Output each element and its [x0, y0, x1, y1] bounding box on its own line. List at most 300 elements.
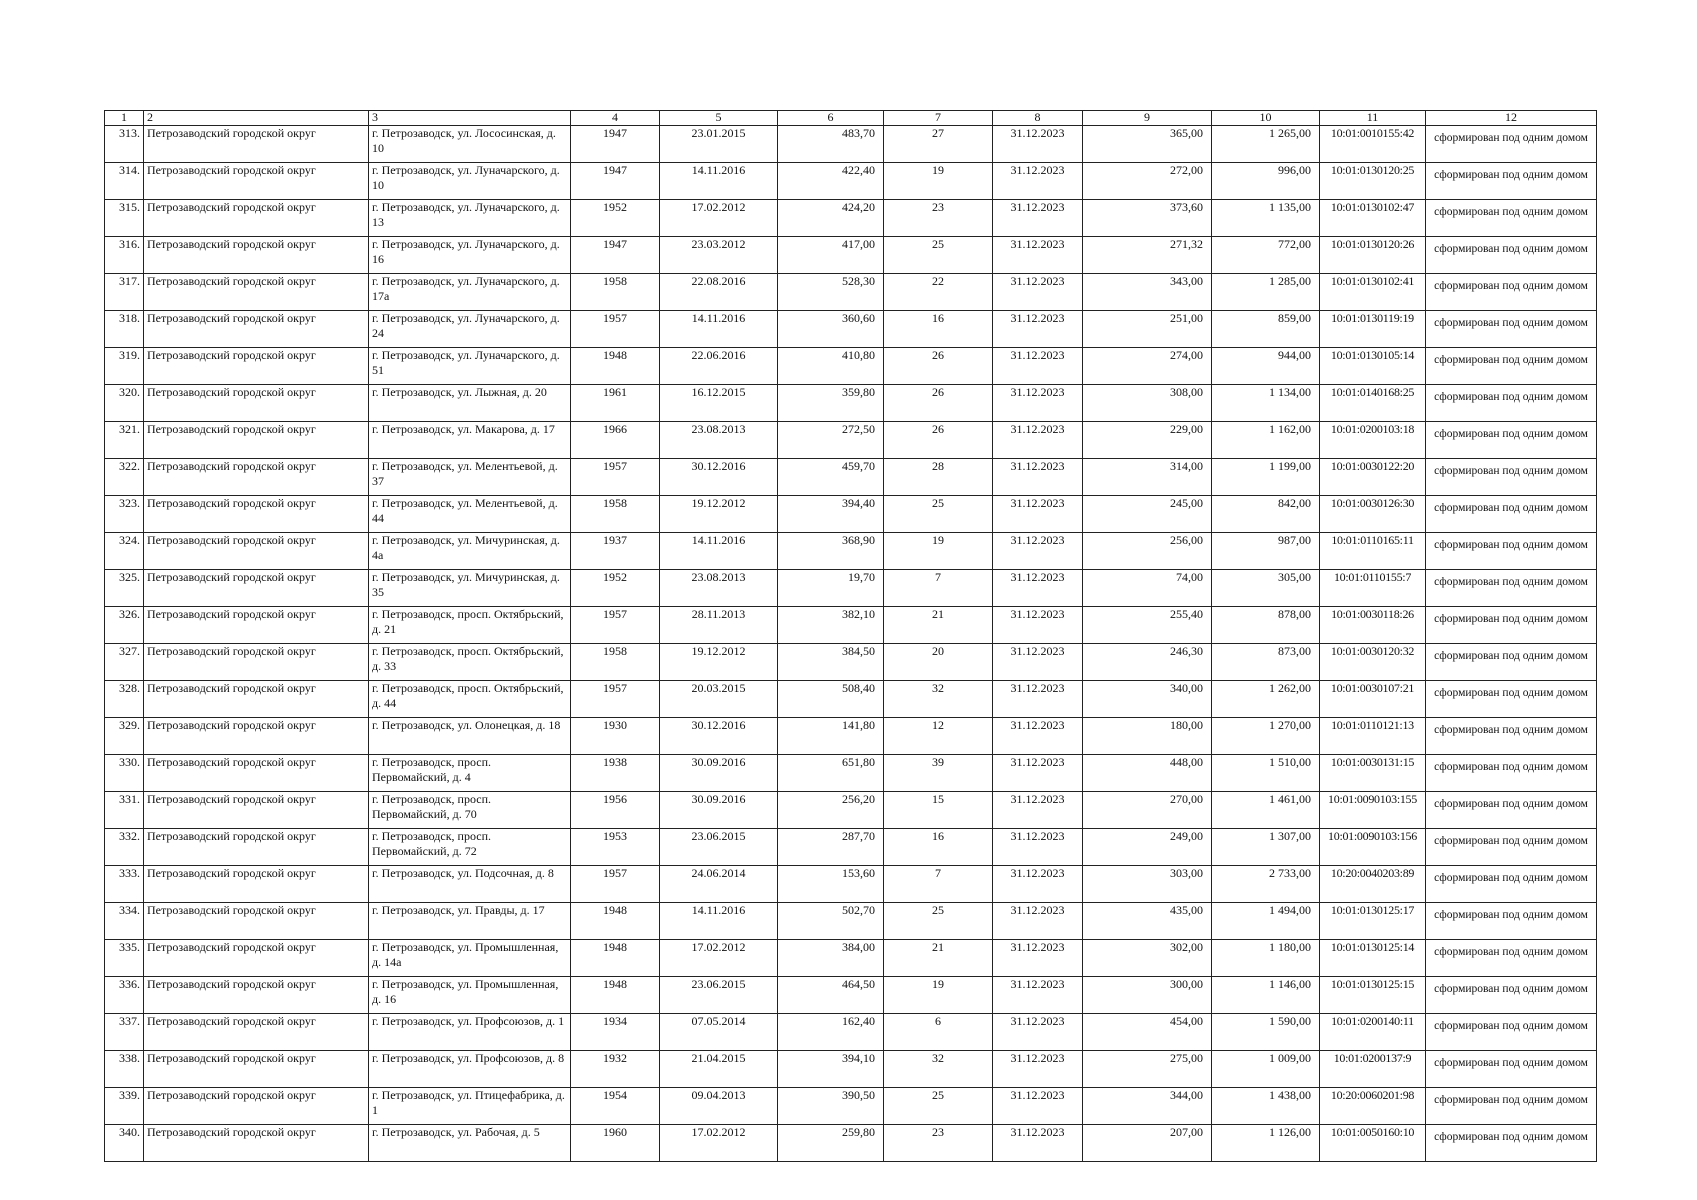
area-cell: 651,80 — [778, 755, 884, 792]
address-cell: г. Петрозаводск, ул. Луначарского, д. 16 — [369, 237, 571, 274]
col-header-7: 7 — [884, 111, 993, 126]
table-row — [105, 755, 1597, 792]
residents-cell: 32 — [884, 1051, 993, 1088]
row-number: 319. — [105, 348, 144, 385]
note-cell: сформирован под одним домом — [1426, 644, 1597, 681]
year-cell: 1957 — [571, 681, 660, 718]
year-cell: 1958 — [571, 496, 660, 533]
col-header-2: 2 — [144, 111, 369, 126]
table-row — [105, 866, 1597, 903]
year-cell: 1957 — [571, 866, 660, 903]
date-cell: 23.06.2015 — [660, 977, 778, 1014]
address-cell: г. Петрозаводск, ул. Олонецкая, д. 18 — [369, 718, 571, 755]
col10-cell: 1 262,00 — [1212, 681, 1320, 718]
table-row — [105, 792, 1597, 829]
residents-cell: 16 — [884, 829, 993, 866]
table-row — [105, 718, 1597, 755]
address-cell: г. Петрозаводск, ул. Луначарского, д. 51 — [369, 348, 571, 385]
region-cell: Петрозаводский городской округ — [144, 866, 369, 903]
col9-cell: 180,00 — [1083, 718, 1212, 755]
area-cell: 272,50 — [778, 422, 884, 459]
note-cell: сформирован под одним домом — [1426, 903, 1597, 940]
cadastral-number-cell: 10:20:0060201:98 — [1320, 1088, 1426, 1125]
address-cell: г. Петрозаводск, просп. Октябрьский, д. 44 — [369, 681, 571, 718]
col10-cell: 996,00 — [1212, 163, 1320, 200]
note-cell: сформирован под одним домом — [1426, 237, 1597, 274]
date-cell: 21.04.2015 — [660, 1051, 778, 1088]
area-cell: 502,70 — [778, 903, 884, 940]
table-row — [105, 237, 1597, 274]
year-cell: 1960 — [571, 1125, 660, 1162]
row-number: 321. — [105, 422, 144, 459]
residents-cell: 6 — [884, 1014, 993, 1051]
address-cell: г. Петрозаводск, просп. Первомайский, д. 72 — [369, 829, 571, 866]
year-cell: 1956 — [571, 792, 660, 829]
note-cell: сформирован под одним домом — [1426, 200, 1597, 237]
table-row — [105, 607, 1597, 644]
cadastral-number-cell: 10:01:0090103:156 — [1320, 829, 1426, 866]
cadastral-number-cell: 10:01:0090103:155 — [1320, 792, 1426, 829]
cadastral-number-cell: 10:01:0130102:41 — [1320, 274, 1426, 311]
row-number: 324. — [105, 533, 144, 570]
deadline-cell: 31.12.2023 — [993, 126, 1083, 163]
col9-cell: 340,00 — [1083, 681, 1212, 718]
residents-cell: 19 — [884, 977, 993, 1014]
date-cell: 23.06.2015 — [660, 829, 778, 866]
address-cell: г. Петрозаводск, ул. Профсоюзов, д. 1 — [369, 1014, 571, 1051]
residents-cell: 25 — [884, 1088, 993, 1125]
date-cell: 23.08.2013 — [660, 570, 778, 607]
area-cell: 390,50 — [778, 1088, 884, 1125]
region-cell: Петрозаводский городской округ — [144, 570, 369, 607]
area-cell: 410,80 — [778, 348, 884, 385]
region-cell: Петрозаводский городской округ — [144, 422, 369, 459]
col10-cell: 1 162,00 — [1212, 422, 1320, 459]
cadastral-number-cell: 10:01:0030122:20 — [1320, 459, 1426, 496]
area-cell: 259,80 — [778, 1125, 884, 1162]
col9-cell: 251,00 — [1083, 311, 1212, 348]
year-cell: 1961 — [571, 385, 660, 422]
address-cell: г. Петрозаводск, просп. Первомайский, д. 70 — [369, 792, 571, 829]
col9-cell: 314,00 — [1083, 459, 1212, 496]
region-cell: Петрозаводский городской округ — [144, 385, 369, 422]
residents-cell: 22 — [884, 274, 993, 311]
col9-cell: 435,00 — [1083, 903, 1212, 940]
col-header-3: 3 — [369, 111, 571, 126]
address-cell: г. Петрозаводск, просп. Октябрьский, д. 21 — [369, 607, 571, 644]
region-cell: Петрозаводский городской округ — [144, 644, 369, 681]
area-cell: 384,00 — [778, 940, 884, 977]
note-cell: сформирован под одним домом — [1426, 459, 1597, 496]
col9-cell: 344,00 — [1083, 1088, 1212, 1125]
year-cell: 1937 — [571, 533, 660, 570]
col10-cell: 1 270,00 — [1212, 718, 1320, 755]
area-cell: 424,20 — [778, 200, 884, 237]
table-row — [105, 496, 1597, 533]
note-cell: сформирован под одним домом — [1426, 792, 1597, 829]
table-row — [105, 1051, 1597, 1088]
deadline-cell: 31.12.2023 — [993, 1014, 1083, 1051]
col9-cell: 270,00 — [1083, 792, 1212, 829]
region-cell: Петрозаводский городской округ — [144, 533, 369, 570]
cadastral-number-cell: 10:01:0130105:14 — [1320, 348, 1426, 385]
col10-cell: 878,00 — [1212, 607, 1320, 644]
col9-cell: 249,00 — [1083, 829, 1212, 866]
deadline-cell: 31.12.2023 — [993, 644, 1083, 681]
date-cell: 20.03.2015 — [660, 681, 778, 718]
residents-cell: 7 — [884, 866, 993, 903]
region-cell: Петрозаводский городской округ — [144, 755, 369, 792]
area-cell: 417,00 — [778, 237, 884, 274]
address-cell: г. Петрозаводск, ул. Лыжная, д. 20 — [369, 385, 571, 422]
col-header-9: 9 — [1083, 111, 1212, 126]
deadline-cell: 31.12.2023 — [993, 607, 1083, 644]
date-cell: 23.03.2012 — [660, 237, 778, 274]
deadline-cell: 31.12.2023 — [993, 940, 1083, 977]
region-cell: Петрозаводский городской округ — [144, 940, 369, 977]
address-cell: г. Петрозаводск, ул. Мелентьевой, д. 44 — [369, 496, 571, 533]
deadline-cell: 31.12.2023 — [993, 200, 1083, 237]
year-cell: 1957 — [571, 459, 660, 496]
address-cell: г. Петрозаводск, ул. Лососинская, д. 10 — [369, 126, 571, 163]
table-row — [105, 385, 1597, 422]
note-cell: сформирован под одним домом — [1426, 311, 1597, 348]
col9-cell: 373,60 — [1083, 200, 1212, 237]
cadastral-number-cell: 10:01:0030118:26 — [1320, 607, 1426, 644]
year-cell: 1957 — [571, 607, 660, 644]
year-cell: 1954 — [571, 1088, 660, 1125]
row-number: 327. — [105, 644, 144, 681]
region-cell: Петрозаводский городской округ — [144, 1125, 369, 1162]
residents-cell: 21 — [884, 940, 993, 977]
row-number: 316. — [105, 237, 144, 274]
date-cell: 07.05.2014 — [660, 1014, 778, 1051]
cadastral-number-cell: 10:01:0130120:26 — [1320, 237, 1426, 274]
area-cell: 359,80 — [778, 385, 884, 422]
table-row — [105, 348, 1597, 385]
address-cell: г. Петрозаводск, ул. Правды, д. 17 — [369, 903, 571, 940]
table-row — [105, 1014, 1597, 1051]
region-cell: Петрозаводский городской округ — [144, 681, 369, 718]
region-cell: Петрозаводский городской округ — [144, 1051, 369, 1088]
deadline-cell: 31.12.2023 — [993, 1088, 1083, 1125]
row-number: 326. — [105, 607, 144, 644]
date-cell: 22.08.2016 — [660, 274, 778, 311]
deadline-cell: 31.12.2023 — [993, 533, 1083, 570]
date-cell: 14.11.2016 — [660, 311, 778, 348]
deadline-cell: 31.12.2023 — [993, 385, 1083, 422]
col9-cell: 308,00 — [1083, 385, 1212, 422]
year-cell: 1932 — [571, 1051, 660, 1088]
residents-cell: 26 — [884, 348, 993, 385]
col10-cell: 1 461,00 — [1212, 792, 1320, 829]
table-row — [105, 163, 1597, 200]
deadline-cell: 31.12.2023 — [993, 792, 1083, 829]
col-header-1: 1 — [105, 111, 144, 126]
table-row — [105, 422, 1597, 459]
note-cell: сформирован под одним домом — [1426, 718, 1597, 755]
col9-cell: 275,00 — [1083, 1051, 1212, 1088]
column-number-row — [105, 111, 1597, 126]
address-cell: г. Петрозаводск, ул. Луначарского, д. 13 — [369, 200, 571, 237]
col9-cell: 245,00 — [1083, 496, 1212, 533]
cadastral-number-cell: 10:01:0030120:32 — [1320, 644, 1426, 681]
table-row — [105, 570, 1597, 607]
col10-cell: 1 590,00 — [1212, 1014, 1320, 1051]
deadline-cell: 31.12.2023 — [993, 977, 1083, 1014]
area-cell: 287,70 — [778, 829, 884, 866]
region-cell: Петрозаводский городской округ — [144, 903, 369, 940]
address-cell: г. Петрозаводск, ул. Профсоюзов, д. 8 — [369, 1051, 571, 1088]
col10-cell: 1 135,00 — [1212, 200, 1320, 237]
row-number: 314. — [105, 163, 144, 200]
col9-cell: 207,00 — [1083, 1125, 1212, 1162]
row-number: 334. — [105, 903, 144, 940]
row-number: 332. — [105, 829, 144, 866]
col10-cell: 772,00 — [1212, 237, 1320, 274]
row-number: 315. — [105, 200, 144, 237]
year-cell: 1938 — [571, 755, 660, 792]
region-cell: Петрозаводский городской округ — [144, 1088, 369, 1125]
cadastral-number-cell: 10:01:0110165:11 — [1320, 533, 1426, 570]
note-cell: сформирован под одним домом — [1426, 570, 1597, 607]
housing-registry-table — [104, 110, 1597, 1162]
year-cell: 1957 — [571, 311, 660, 348]
region-cell: Петрозаводский городской округ — [144, 792, 369, 829]
region-cell: Петрозаводский городской округ — [144, 200, 369, 237]
cadastral-number-cell: 10:01:0130119:19 — [1320, 311, 1426, 348]
address-cell: г. Петрозаводск, ул. Мичуринская, д. 4а — [369, 533, 571, 570]
residents-cell: 7 — [884, 570, 993, 607]
col10-cell: 1 510,00 — [1212, 755, 1320, 792]
cadastral-number-cell: 10:01:0140168:25 — [1320, 385, 1426, 422]
deadline-cell: 31.12.2023 — [993, 1125, 1083, 1162]
address-cell: г. Петрозаводск, просп. Октябрьский, д. 33 — [369, 644, 571, 681]
residents-cell: 25 — [884, 903, 993, 940]
col9-cell: 255,40 — [1083, 607, 1212, 644]
date-cell: 30.12.2016 — [660, 718, 778, 755]
note-cell: сформирован под одним домом — [1426, 533, 1597, 570]
col10-cell: 1 265,00 — [1212, 126, 1320, 163]
area-cell: 382,10 — [778, 607, 884, 644]
residents-cell: 26 — [884, 385, 993, 422]
date-cell: 28.11.2013 — [660, 607, 778, 644]
address-cell: г. Петрозаводск, ул. Мичуринская, д. 35 — [369, 570, 571, 607]
date-cell: 19.12.2012 — [660, 496, 778, 533]
col-header-5: 5 — [660, 111, 778, 126]
row-number: 331. — [105, 792, 144, 829]
date-cell: 09.04.2013 — [660, 1088, 778, 1125]
row-number: 317. — [105, 274, 144, 311]
cadastral-number-cell: 10:01:0030131:15 — [1320, 755, 1426, 792]
col9-cell: 74,00 — [1083, 570, 1212, 607]
area-cell: 256,20 — [778, 792, 884, 829]
date-cell: 30.09.2016 — [660, 755, 778, 792]
table-row — [105, 311, 1597, 348]
col9-cell: 246,30 — [1083, 644, 1212, 681]
cadastral-number-cell: 10:01:0200103:18 — [1320, 422, 1426, 459]
cadastral-number-cell: 10:01:0200140:11 — [1320, 1014, 1426, 1051]
table-row — [105, 903, 1597, 940]
deadline-cell: 31.12.2023 — [993, 237, 1083, 274]
address-cell: г. Петрозаводск, ул. Луначарского, д. 24 — [369, 311, 571, 348]
row-number: 323. — [105, 496, 144, 533]
col9-cell: 343,00 — [1083, 274, 1212, 311]
row-number: 330. — [105, 755, 144, 792]
date-cell: 23.01.2015 — [660, 126, 778, 163]
deadline-cell: 31.12.2023 — [993, 718, 1083, 755]
row-number: 339. — [105, 1088, 144, 1125]
row-number: 336. — [105, 977, 144, 1014]
row-number: 333. — [105, 866, 144, 903]
area-cell: 459,70 — [778, 459, 884, 496]
address-cell: г. Петрозаводск, ул. Мелентьевой, д. 37 — [369, 459, 571, 496]
date-cell: 19.12.2012 — [660, 644, 778, 681]
area-cell: 141,80 — [778, 718, 884, 755]
cadastral-number-cell: 10:01:0010155:42 — [1320, 126, 1426, 163]
note-cell: сформирован под одним домом — [1426, 681, 1597, 718]
date-cell: 23.08.2013 — [660, 422, 778, 459]
col-header-8: 8 — [993, 111, 1083, 126]
col10-cell: 944,00 — [1212, 348, 1320, 385]
date-cell: 17.02.2012 — [660, 200, 778, 237]
year-cell: 1948 — [571, 977, 660, 1014]
area-cell: 483,70 — [778, 126, 884, 163]
area-cell: 360,60 — [778, 311, 884, 348]
date-cell: 30.09.2016 — [660, 792, 778, 829]
year-cell: 1947 — [571, 163, 660, 200]
col10-cell: 1 009,00 — [1212, 1051, 1320, 1088]
row-number: 318. — [105, 311, 144, 348]
table-row — [105, 200, 1597, 237]
area-cell: 394,40 — [778, 496, 884, 533]
note-cell: сформирован под одним домом — [1426, 1051, 1597, 1088]
region-cell: Петрозаводский городской округ — [144, 1014, 369, 1051]
date-cell: 14.11.2016 — [660, 533, 778, 570]
table-row — [105, 829, 1597, 866]
col9-cell: 271,32 — [1083, 237, 1212, 274]
note-cell: сформирован под одним домом — [1426, 829, 1597, 866]
col-header-6: 6 — [778, 111, 884, 126]
residents-cell: 20 — [884, 644, 993, 681]
area-cell: 464,50 — [778, 977, 884, 1014]
residents-cell: 21 — [884, 607, 993, 644]
col10-cell: 1 180,00 — [1212, 940, 1320, 977]
col10-cell: 2 733,00 — [1212, 866, 1320, 903]
note-cell: сформирован под одним домом — [1426, 496, 1597, 533]
date-cell: 24.06.2014 — [660, 866, 778, 903]
row-number: 329. — [105, 718, 144, 755]
note-cell: сформирован под одним домом — [1426, 755, 1597, 792]
col10-cell: 1 307,00 — [1212, 829, 1320, 866]
table-body — [105, 126, 1597, 1162]
col-header-4: 4 — [571, 111, 660, 126]
residents-cell: 25 — [884, 496, 993, 533]
cadastral-number-cell: 10:01:0130102:47 — [1320, 200, 1426, 237]
table-row — [105, 1125, 1597, 1162]
col10-cell: 987,00 — [1212, 533, 1320, 570]
residents-cell: 19 — [884, 533, 993, 570]
residents-cell: 12 — [884, 718, 993, 755]
col10-cell: 842,00 — [1212, 496, 1320, 533]
col10-cell: 1 134,00 — [1212, 385, 1320, 422]
col9-cell: 300,00 — [1083, 977, 1212, 1014]
table-row — [105, 459, 1597, 496]
area-cell: 19,70 — [778, 570, 884, 607]
table-row — [105, 274, 1597, 311]
row-number: 313. — [105, 126, 144, 163]
residents-cell: 23 — [884, 200, 993, 237]
col10-cell: 859,00 — [1212, 311, 1320, 348]
row-number: 340. — [105, 1125, 144, 1162]
col9-cell: 303,00 — [1083, 866, 1212, 903]
year-cell: 1947 — [571, 237, 660, 274]
area-cell: 384,50 — [778, 644, 884, 681]
deadline-cell: 31.12.2023 — [993, 459, 1083, 496]
note-cell: сформирован под одним домом — [1426, 385, 1597, 422]
residents-cell: 23 — [884, 1125, 993, 1162]
region-cell: Петрозаводский городской округ — [144, 829, 369, 866]
date-cell: 17.02.2012 — [660, 940, 778, 977]
region-cell: Петрозаводский городской округ — [144, 163, 369, 200]
address-cell: г. Петрозаводск, ул. Макарова, д. 17 — [369, 422, 571, 459]
address-cell: г. Петрозаводск, ул. Луначарского, д. 17а — [369, 274, 571, 311]
cadastral-number-cell: 10:01:0130120:25 — [1320, 163, 1426, 200]
table-row — [105, 1088, 1597, 1125]
area-cell: 508,40 — [778, 681, 884, 718]
deadline-cell: 31.12.2023 — [993, 274, 1083, 311]
year-cell: 1948 — [571, 940, 660, 977]
residents-cell: 32 — [884, 681, 993, 718]
deadline-cell: 31.12.2023 — [993, 163, 1083, 200]
deadline-cell: 31.12.2023 — [993, 829, 1083, 866]
deadline-cell: 31.12.2023 — [993, 311, 1083, 348]
region-cell: Петрозаводский городской округ — [144, 311, 369, 348]
col9-cell: 229,00 — [1083, 422, 1212, 459]
cadastral-number-cell: 10:01:0130125:15 — [1320, 977, 1426, 1014]
table-row — [105, 644, 1597, 681]
region-cell: Петрозаводский городской округ — [144, 459, 369, 496]
table-row — [105, 126, 1597, 163]
col10-cell: 1 438,00 — [1212, 1088, 1320, 1125]
note-cell: сформирован под одним домом — [1426, 940, 1597, 977]
note-cell: сформирован под одним домом — [1426, 1125, 1597, 1162]
region-cell: Петрозаводский городской округ — [144, 607, 369, 644]
note-cell: сформирован под одним домом — [1426, 977, 1597, 1014]
row-number: 322. — [105, 459, 144, 496]
deadline-cell: 31.12.2023 — [993, 348, 1083, 385]
year-cell: 1934 — [571, 1014, 660, 1051]
cadastral-number-cell: 10:01:0110121:13 — [1320, 718, 1426, 755]
col-header-12: 12 — [1426, 111, 1597, 126]
year-cell: 1958 — [571, 274, 660, 311]
residents-cell: 19 — [884, 163, 993, 200]
col9-cell: 302,00 — [1083, 940, 1212, 977]
table-row — [105, 533, 1597, 570]
year-cell: 1948 — [571, 903, 660, 940]
col10-cell: 1 126,00 — [1212, 1125, 1320, 1162]
date-cell: 16.12.2015 — [660, 385, 778, 422]
year-cell: 1947 — [571, 126, 660, 163]
address-cell: г. Петрозаводск, ул. Рабочая, д. 5 — [369, 1125, 571, 1162]
address-cell: г. Петрозаводск, ул. Луначарского, д. 10 — [369, 163, 571, 200]
residents-cell: 27 — [884, 126, 993, 163]
col10-cell: 1 285,00 — [1212, 274, 1320, 311]
area-cell: 368,90 — [778, 533, 884, 570]
table-row — [105, 940, 1597, 977]
residents-cell: 25 — [884, 237, 993, 274]
region-cell: Петрозаводский городской округ — [144, 126, 369, 163]
